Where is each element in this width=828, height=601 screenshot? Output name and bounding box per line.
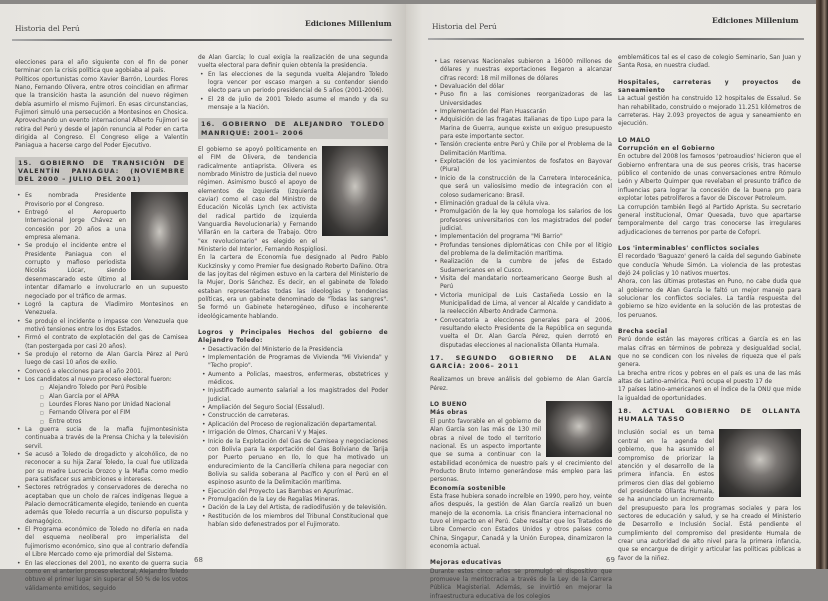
right-page-column-2 (618, 54, 801, 563)
list-item: • En las elecciones del 2001, no exento de guerra sucia como en el anterior proceso electoral, Alejandro Toledo obtuvo el primer lugar sin superar el 50 % de los votos válidamente emitidos, seguido (25, 560, 188, 593)
page-number: 68 (194, 556, 203, 564)
section-heading: 17. SEGUNDO GOBIERNO DE ALAN GARCÍA: 2006– 2011 (430, 354, 612, 371)
section-heading: 16. GOBIERNO DE ALEJANDRO TOLEDO MANRIQUE: 2001– 2006 (198, 118, 388, 138)
humala-photo (719, 429, 801, 497)
list-item: • Convocó a elecciones para el año 2001. (25, 368, 188, 376)
paragraph: Esta frase hubiera sonado increíble en 1990, pero hoy, veinte años después, la gestión de Alan García realizó un buen manejo de la economía. La crisis financiera internacional no tuvo el impacto en el Perú. Cabe resaltar que los Tratados de Libre Comercio con Estados Unidos y otros países como China, Singapur, Canadá y la Unión Europea, dinamizaron la economía actual. (430, 493, 612, 550)
subheading: Logros y Principales Hechos del gobierno de Alejandro Toledo: (198, 330, 388, 345)
spacer (618, 237, 801, 245)
toledo-photo (322, 146, 388, 236)
paragraph: elecciones para el año siguiente con el fin de poner terminar con la crisis política que agobiaba al país. (15, 60, 188, 75)
paragraph: Políticos oportunistas como Xavier Barrón, Lourdes Flores Nano, Fernando Olivera, entre otros coincidían en afirmar que la transición hasta la asunción del nuevo régimen debía asumirlo el mismo Fujimori. En esas circunstancias, Fujimori simuló una persecución a Montesinos en Chosica. Aprovechando un evento internacional Alberto Fujimori se retira del Perú y desde el Japón renuncia al Poder en carta dirigida al Congreso. El Congreso elige a Valentín Paniagua a hacerse cargo del Poder Ejecutivo. (15, 76, 188, 150)
list-item: • Entregó el Aeropuerto Internacional Jorge Chávez en concesión por 20 años a una empresa alemana. (25, 209, 188, 242)
list-item: □ Entre otros (49, 418, 188, 426)
spacer (618, 129, 801, 137)
subheading: Hospitales, carreteras y proyectos de saneamiento (618, 79, 801, 95)
right-page-column-1 (430, 58, 612, 601)
bullet-list (15, 192, 188, 384)
list-item: • Visita del mandatario norteamericano George Bush al Perú (440, 275, 612, 292)
list-item: • Explotación de los yacimientos de fosfatos en Bayovar (Piura) (440, 158, 612, 175)
list-item: • Firmó el contrato de explotación del gas de Camisea (tan postergada por casi 20 años). (25, 334, 188, 351)
paragraph: Durante estos cinco años se promulgó el dispositivo que promueve la meritocracia a través de la Ley de la Carrera Pública Magisterial. Además, se invirtió en mejorar la infraestructura educativa de los colegios (430, 568, 612, 600)
spacer (430, 551, 612, 559)
paragraph: En la cartera de Economía fue designado al Pedro Pablo Kuckzinsky y como Premier fue designado Roberto Dañino. Otra de las joyitas del régimen estuvo en la cartera del Ministerio de la Mujer, Doris Sánchez. Es decir, en el gabinete de Toledo estaban representadas todas las ideologías y tendencias políticas, era un gabinete denominado de "Todas las sangres". Se formó un Gabinete heterogéneo, difuso e incoherente ideológicamente hablando. (198, 255, 388, 320)
list-item: • Aplicación del Proceso de regionalización departamental. (208, 421, 388, 429)
list-item: • Ampliación del Seguro Social (Essalud). (208, 404, 388, 412)
list-item: • Se produjo el retorno de Alan García Pérez al Perú luego de casi 10 años de exilio. (25, 351, 188, 368)
subheading: Los 'interminables' conflictos sociales (618, 245, 760, 252)
list-item: • En las elecciones de la segunda vuelta Alejandro Toledo logra vencer por escaso margen a su contendor siendo electo para un periodo presidencial de 5 años (2001-2006). (208, 71, 388, 96)
alan-garcia-photo (546, 401, 612, 457)
list-item: • Es nombrada Presidente Provisorio por el Congreso. (25, 192, 188, 209)
spacer (618, 71, 801, 79)
list-item: • Ejecución del Proyecto Las Bambas en Apurímac. (208, 488, 388, 496)
list-item: □ Fernando Olivera por el FIM (49, 409, 188, 417)
subheading: Brecha social (618, 328, 668, 335)
header-rule (12, 39, 392, 41)
subheading: Economía sostenible (430, 485, 506, 492)
running-header-title: Historia del Perú (15, 24, 80, 33)
paragraph: Inclusión social es un tema central en la agenda del gobierno, que ha asumido el compromiso de priorizar la atención y el desarrollo de la primera infancia. En estos primeros cien días del gobierno del presidente Ollanta Humala, se ha anunciado un incremento del presupuesto para los programas sociales y para los sectores de educación y salud, y se ha creado el Ministerio de Desarrollo e Inclusión Social. Está pendiente el cumplimiento del compromiso del presidente Humala de crear una autoridad de alto nivel para la primera infancia, que se encargue de dirigir y articular las políticas públicas a favor de la niñez. (618, 430, 801, 562)
list-item: • Construcción de carreteras. (208, 412, 388, 420)
list-item: • Restitución de los miembros del Tribunal Constitucional que habían sido defenestrados por el Fujimorato. (208, 513, 388, 530)
running-header-publisher: Ediciones Millenium (712, 16, 799, 25)
list-item: • Tensión creciente entre Perú y Chile por el Problema de la Delimitación Marítima. (440, 141, 612, 158)
list-item: • Implementación de Programas de Vivienda "Mi Vivienda" y "Techo propio". (208, 354, 388, 371)
list-item: • Implementación del Plan Huascarán (440, 108, 612, 116)
paragraph: Perú donde están las mayores críticas a García es en las malas cifras en términos de pobreza y desigualdad social, que no se condicen con los niveles de riqueza que el país genera. (618, 337, 801, 369)
paragraph: Realizamos un breve análisis del gobierno de Alan García Pérez. (430, 377, 612, 392)
list-item: □ Alan García por el APRA (49, 393, 188, 401)
left-page-column-1 (15, 59, 188, 593)
paragraph: El punto favorable en el gobierno de Alan García son las más de 130 mil obras a nivel de todo el territorio nacional. Es un aspecto importante que se suma a continuar con la estabilidad económica de nuestro país y el crecimiento del Producto Bruto Interno generándose más empleo para las personas. (430, 418, 612, 484)
paragraph: 17 países latino-americanos en el índice de la ONU que mide la igualdad de oportunidades. (618, 387, 801, 402)
section-heading: 18. ACTUAL GOBIERNO DE OLLANTA HUMALA TASSO (618, 407, 801, 424)
list-item: • Puso fin a las comisiones reorganizadoras de las Universidades (440, 91, 612, 108)
list-item: • Se produjo el incidente entre el Presidente Paniagua con el corrupto y mafioso periodista Nicolás Lúcar, siendo desenmascarado este último al intentar difamarlo e involucrarlo en un supuesto negociado por el tráfico de armas. (25, 242, 188, 300)
paragraph: de Alan García; lo cual exigía la realización de una segunda vuelta electoral para definir quien obtenía la presidencia. (198, 55, 388, 70)
list-item: • El 28 de julio de 2001 Toledo asume el mando y da su mensaje a la Nación. (208, 96, 388, 113)
list-item: • Dación de la Ley del Artista, de radiodifusión y de televisión. (208, 504, 388, 512)
list-item: • Irrigación de Olmos, Charcani V y Majes. (208, 429, 388, 437)
paragraph: La brecha entre ricos y pobres en el país es una de las más altas de Latino-américa. Perú ocupa el puesto 17 de (618, 370, 801, 386)
spacer (618, 320, 801, 328)
list-item: • Adquisición de las fragatas Italianas de tipo Lupo para la Marina de Guerra, aunque existe un exiguo presupuesto para este importante sector. (440, 116, 612, 141)
list-item: • Promulgación de la Ley de Regalías Mineras. (208, 496, 388, 504)
paragraph: La actual gestión ha construido 12 hospitales de Essalud. Se han rehabilitado, construido o mejorado 11.251 kilómetros de carreteras. Hay 2.093 proyectos de agua y saneamiento en ejecución. (618, 96, 801, 128)
bullet-list (198, 346, 388, 530)
bullet-list (430, 58, 612, 350)
section-heading: 15. GOBIERNO DE TRANSICIÓN DE VALENTÍN PANIAGUA: (NOVIEMBRE DEL 2000 – JULIO DEL 2001) (15, 157, 188, 186)
book-edge (816, 0, 828, 569)
list-item: • Las reservas Nacionales subieron a 16000 millones de dólares y nuestras exportaciones llegaron a alcanzar cifras record: 18 mil millones de dólares (440, 58, 612, 83)
subheading: Más obras (430, 410, 468, 417)
subheading: LO BUENO (430, 402, 468, 409)
list-item: • Victoria municipal de Luis Castañeda Lossio en la Municipalidad de Lima, al vencer al Alcalde y candidato a la reelección Alberto Andrade Carmona. (440, 292, 612, 317)
left-page-column-2 (198, 54, 388, 529)
subheading: Mejoras educativas (430, 560, 502, 567)
list-item: • Realización de la cumbre de jefes de Estado Sudamericanos en el Cusco. (440, 258, 612, 275)
bullet-list (198, 71, 388, 113)
header-rule (428, 38, 804, 40)
page-number: 69 (606, 556, 615, 564)
list-item: • Promulgación de la ley que homologa los salarios de los profesores universitarios con los magistrados del poder judicial. (440, 208, 612, 233)
paragraph: emblemáticos tal es el caso de colegio Seminario, San Juan y Santa Rosa, en nuestra ciudad. (618, 55, 801, 70)
list-item: • Eliminación gradual de la célula viva. (440, 200, 612, 208)
paragraph: El gobierno se apoyó políticamente en el FIM de Olivera, de tendencia radicalmente antiaprista. Olivera es nombrado Ministro de Justicia del nuevo régimen. Asimismo buscó el apoyo de elementos de izquierda (izquierda caviar) como el caso del Ministro de Educación Nicolás Lynch (ex activista del radical partido de izquierda Vanguardia Revolucionaria) y Fernando Villarán en la cartera de Trabajo. Otro "ex revolucionario" es elegido en el Ministerio del Interior, Fernando Rospigliosi. (198, 146, 328, 253)
right-page (406, 4, 816, 600)
list-item: □ Lourdes Flores Nano por Unidad Nacional (49, 401, 188, 409)
list-item: • Injustificado aumento salarial a los magistrados del Poder Judicial. (208, 387, 388, 404)
list-item: □ Alejandro Toledo por Perú Posible (49, 384, 188, 392)
subheading: LO MALO (618, 137, 651, 144)
paragraph: En octubre del 2008 los famosos 'petroaudios' hicieron que el Gobierno enfrentara una de sus peores crisis, tras hacerse público el contenido de unas conversaciones entre Rómulo León y Alberto Quimper que revelaban el presunto tráfico de influencias para lograr la concesión de la buena pro para explotar lotes petrolíferos a favor de Discover Petroleum. (618, 154, 801, 203)
list-item: • Sectores retrógrados y conservadores de derecha no aceptaban que un cholo de raíces indígenas llegue a Palacio democráticamente elegido, teniendo en cuenta además que Toledo recurría a un discurso populista y demagógico. (25, 484, 188, 526)
spacer (430, 393, 612, 401)
subheading: Corrupción en el Gobierno (618, 146, 715, 153)
list-item: • Logró la captura de Vladimiro Montesinos en Venezuela. (25, 301, 188, 318)
list-item: • Aumento a Policías, maestros, enfermeras, obstetrices y médicos. (208, 371, 388, 388)
running-header-title: Historia del Perú (432, 22, 497, 31)
bullet-list (15, 384, 188, 426)
list-item: • Inicio de la construcción de la Carretera Interoceánica, que será un valiosísimo medio de integración con el coloso sudamericano: Brasil. (440, 175, 612, 200)
list-item: • Convocatoria a elecciones generales para el 2006, resultando electo Presidente de la República en segunda vuelta el Dr. Alan García Pérez, quien derrotó en disputadas elecciones al nacionalista Ollanta Humala. (440, 317, 612, 350)
running-header-publisher: Ediciones Millenium (305, 19, 392, 28)
list-item: • Implementación del programa "Mi Barrio" (440, 233, 612, 241)
paragraph: Ahora, con las últimas protestas en Puno, no cabe duda que al gobierno de Alan García le faltó un mejor manejo para solucionar los conflictos sociales. La tardía respuesta del gobierno se hizo evidente en la solución de las protestas de los peruanos. (618, 279, 801, 319)
paragraph: El recordado 'Baguazo' generó la caída del segundo Gabinete que conducía Yehude Simón. La violencia de las protestas dejó 24 policías y 10 nativos muertos. (618, 254, 801, 277)
list-item: • La guerra sucia de la mafia fujimontesinista continuaba a través de la Prensa Chicha y la televisión servil. (25, 426, 188, 451)
paragraph: La corrupción también llegó al Partido Aprista. Su secretario general institucional, Omar Quesada, tuvo que apartarse temporalmente del cargo tras conocerse las irregulares adjudicaciones de terrenos por parte de Cofopri. (618, 204, 801, 236)
list-item: • Devaluación del dólar (440, 83, 612, 91)
bullet-list (15, 426, 188, 593)
list-item: • Los candidatos al nuevo proceso electoral fueron: (25, 376, 188, 384)
list-item: • Profundas tensiones diplomáticas con Chile por el litigio del problema de la delimitación marítima. (440, 242, 612, 259)
list-item: • Se acusó a Toledo de drogadicto y alcohólico, de no reconocer a su hija Zaraí Toledo, la cual fue utilizada por su madre Lucrecia Orozco y la Mafia como medio para satisfacer sus ambiciones e intereses. (25, 451, 188, 484)
list-item: • El Programa económico de Toledo no difería en nada del esquema neoliberal pro imperialista del fujimorismo económico, sino que al contrario defendía el Libre Mercado como eje primordial del Sistema. (25, 526, 188, 559)
spacer (198, 321, 388, 329)
list-item: • Desactivación del Ministerio de la Presidencia (208, 346, 388, 354)
left-page (0, 4, 406, 592)
list-item: • Se produjo el incidente o impasse con Venezuela que motivó tensiones entre los dos Estados. (25, 318, 188, 335)
list-item: • Inicio de la Explotación del Gas de Camisea y negociaciones con Bolivia para la exportación del Gas Boliviano de Tarija por Puerto peruano en Ilo, lo que ha motivado un endurecimiento de la Cancillería chilena para negociar con Bolivia su salida soberana al Pacífico y con el Perú en el espinoso asunto de la Delimitación marítima. (208, 438, 388, 488)
